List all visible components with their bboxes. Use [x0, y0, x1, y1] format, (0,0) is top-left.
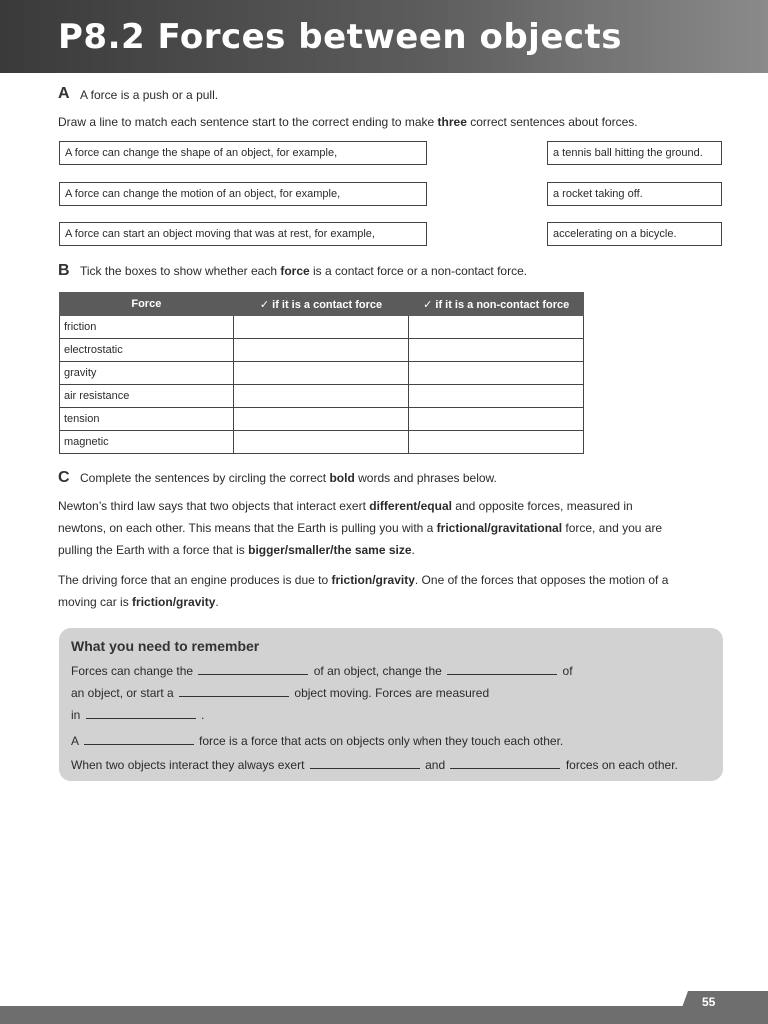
instruction-text: Complete the sentences by circling the correct: [80, 471, 330, 485]
non-contact-tick-cell[interactable]: [409, 316, 584, 339]
table-row: [60, 431, 584, 454]
table-row: [60, 316, 584, 339]
sentence-start-1[interactable]: A force can change the shape of an object, for example,: [59, 141, 427, 165]
choice-separator: /: [284, 543, 289, 557]
text: forces on each other.: [562, 758, 678, 772]
text: newtons, on each other. This means that the Earth is pulling you with a: [58, 521, 437, 535]
footer-bar: [0, 1006, 768, 1024]
blank-field[interactable]: [179, 687, 289, 697]
remember-box: [59, 628, 723, 781]
sentence-ending-2[interactable]: a rocket taking off.: [547, 182, 722, 206]
table-header-row: [60, 293, 584, 316]
choice-word[interactable]: gravitational: [490, 521, 563, 535]
force-name: electrostatic: [60, 339, 234, 362]
table-row: [60, 339, 584, 362]
text: of: [559, 664, 573, 678]
page-number-tab: [676, 991, 768, 1024]
table-row: [60, 385, 584, 408]
contact-tick-cell[interactable]: [233, 431, 409, 454]
text: The driving force that an engine produces is due to: [58, 573, 332, 587]
blank-field[interactable]: [450, 759, 560, 769]
header-non-contact: ✓ if it is a non-contact force: [409, 293, 584, 316]
section-a-letter: A: [58, 85, 70, 102]
forces-table: [59, 292, 584, 454]
force-name: magnetic: [60, 431, 234, 454]
choice-separator: /: [372, 573, 376, 587]
force-name: friction: [60, 316, 234, 339]
choice-word[interactable]: bigger: [248, 543, 285, 557]
text: an object, or start a: [71, 686, 178, 700]
paragraph-driving-force: [58, 569, 728, 613]
choice-word[interactable]: friction: [331, 573, 373, 587]
text: and: [421, 758, 449, 772]
instruction-text: Draw a line to match each sentence start to the correct ending to make: [58, 115, 438, 129]
non-contact-tick-cell[interactable]: [409, 385, 584, 408]
table-row: [60, 362, 584, 385]
sentence-ending-3[interactable]: accelerating on a bicycle.: [547, 222, 722, 246]
section-a-instruction: [58, 116, 638, 128]
choice-separator: /: [487, 521, 491, 535]
paragraph-newtons-law: [58, 495, 728, 561]
choice-word[interactable]: gravity: [176, 595, 216, 609]
text: . One of the forces that opposes the motion of a: [414, 573, 669, 587]
sentence-start-2[interactable]: A force can change the motion of an object, for example,: [59, 182, 427, 206]
choice-word[interactable]: frictional: [436, 521, 488, 535]
non-contact-tick-cell[interactable]: [409, 362, 584, 385]
instruction-text: is a contact force or a non-contact force.: [309, 264, 528, 278]
force-name: gravity: [60, 362, 234, 385]
contact-tick-cell[interactable]: [233, 339, 409, 362]
text: .: [411, 543, 415, 557]
remember-title: What you need to remember: [71, 638, 260, 654]
blank-field[interactable]: [86, 709, 196, 719]
text: .: [215, 595, 219, 609]
remember-line-1: [71, 664, 573, 678]
force-name: air resistance: [60, 385, 234, 408]
remember-line-4: [71, 734, 563, 748]
choice-separator: /: [172, 595, 177, 609]
choice-word[interactable]: smaller: [288, 543, 331, 557]
text: A: [71, 734, 82, 748]
header-force: Force: [60, 293, 234, 316]
choice-word[interactable]: equal: [420, 499, 452, 513]
blank-field[interactable]: [447, 665, 557, 675]
choice-word[interactable]: different: [369, 499, 418, 513]
page-number: 55: [702, 995, 716, 1009]
section-b-letter: B: [58, 262, 70, 279]
remember-line-5: [71, 758, 678, 772]
choice-word[interactable]: gravity: [375, 573, 415, 587]
text: moving car is: [58, 595, 133, 609]
text: in: [71, 708, 84, 722]
instruction-text: words and phrases below.: [354, 471, 497, 485]
text: .: [197, 708, 205, 722]
page-header: [0, 0, 768, 73]
remember-line-3: [71, 708, 204, 722]
choice-word[interactable]: the same size: [333, 543, 412, 557]
text: force, and you are: [562, 521, 663, 535]
text: and opposite forces, measured in: [451, 499, 633, 513]
non-contact-tick-cell[interactable]: [409, 339, 584, 362]
contact-tick-cell[interactable]: [233, 385, 409, 408]
choice-word[interactable]: friction: [132, 595, 173, 609]
contact-tick-cell[interactable]: [233, 362, 409, 385]
text: object moving. Forces are measured: [291, 686, 490, 700]
force-name: tension: [60, 408, 234, 431]
text: When two objects interact they always exert: [71, 758, 308, 772]
choice-separator: /: [330, 543, 334, 557]
instruction-bold: bold: [329, 471, 355, 485]
instruction-text: Tick the boxes to show whether each: [80, 264, 281, 278]
instruction-text: correct sentences about forces.: [466, 115, 638, 129]
blank-field[interactable]: [310, 759, 420, 769]
text: pulling the Earth with a force that is: [58, 543, 249, 557]
blank-field[interactable]: [84, 735, 194, 745]
section-c-instruction: [80, 472, 497, 484]
non-contact-tick-cell[interactable]: [409, 408, 584, 431]
non-contact-tick-cell[interactable]: [409, 431, 584, 454]
contact-tick-cell[interactable]: [233, 316, 409, 339]
sentence-start-3[interactable]: A force can start an object moving that was at rest, for example,: [59, 222, 427, 246]
section-b-instruction: [80, 265, 527, 277]
text: Forces can change the: [71, 664, 197, 678]
section-a-intro: A force is a push or a pull.: [80, 88, 219, 102]
section-c-letter: C: [58, 469, 70, 486]
instruction-bold: three: [437, 115, 467, 129]
contact-tick-cell[interactable]: [233, 408, 409, 431]
text: Newton’s third law says that two objects that interact exert: [58, 499, 370, 513]
sentence-ending-1[interactable]: a tennis ball hitting the ground.: [547, 141, 722, 165]
instruction-bold: force: [280, 264, 310, 278]
header-contact: ✓ if it is a contact force: [233, 293, 409, 316]
text: force is a force that acts on objects only when they touch each other.: [195, 734, 564, 748]
choice-separator: /: [417, 499, 421, 513]
blank-field[interactable]: [198, 665, 308, 675]
page-title: P8.2 Forces between objects: [58, 17, 623, 57]
table-row: [60, 408, 584, 431]
remember-line-2: [71, 686, 489, 700]
text: of an object, change the: [310, 664, 446, 678]
